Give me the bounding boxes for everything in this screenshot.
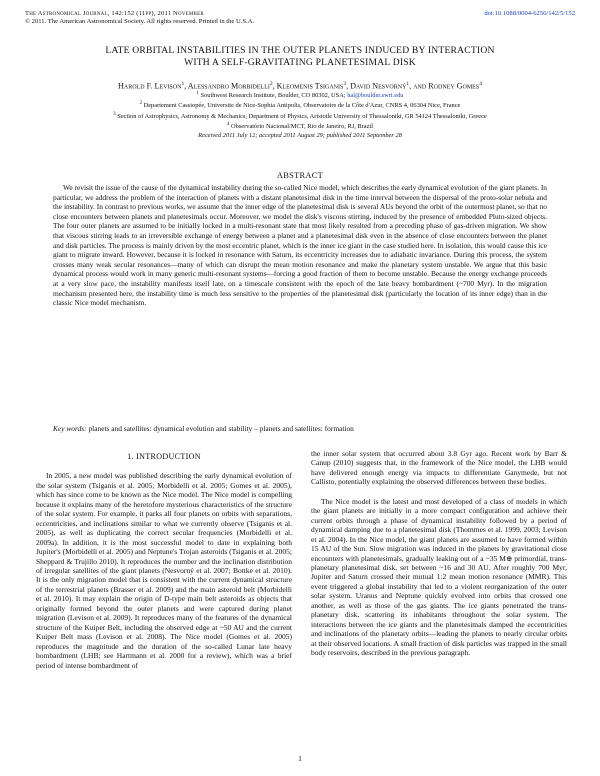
affiliations: [20, 90, 580, 140]
affiliation: $^3$ Section of Astrophysics, Astronomy & Mechanics, Department of Physics, Aristotle University of Thessaloniki, GR 54124 Thessaloniki, Greece: [113, 111, 487, 120]
doi-link[interactable]: doi:10.1088/0004-6256/142/5/152: [484, 10, 575, 17]
author-name: Kleomenis Tsiganis: [276, 81, 344, 91]
received-dates: Received 2011 July 12; accepted 2011 August 29; published 2011 September 28: [198, 131, 402, 139]
author-separator: ,: [272, 81, 277, 91]
body-paragraph: The Nice model is the latest and most developed of a class of models in which the giant planets are initially in a more compact configuration and achieve their current orbits through a phase of dynamical instability followed by a period of dynamical damping due to a planetesimal disk (Thommes et al. 1999, 2003; Levison et al. 2004). In the Nice model, the giant planets are assumed to have formed within 15 AU of the Sun. Slow migration was induced in the planets by gravitational close encounters with planetesimals, gradually leaking out of a ~35 M⊕ primordial, trans-planetary planetesimal disk, set between ~16 and 30 AU. After roughly 700 Myr, Jupiter and Saturn crossed their mutual 1:2 mean motion resonance (MMR). This event triggered a global instability that led to a violent reorganization of the outer solar system. Uranus and Neptune quickly evolved into orbits that crossed one another, as well as those of the gas giants. The ice giants penetrated the trans-planetary disk, scattering its inhabitants throughout the solar system. The interactions between the ice giants and the planetesimals damped the eccentricities and inclinations of the planetary orbits—leading the planets to nearly circular orbits at their observed locations. A small fraction of disk particles was trapped in the small body reservoirs, described in the previous paragraph.: [311, 496, 567, 658]
author-affil-mark: 1: [406, 81, 410, 87]
keywords-label: Key words:: [53, 424, 87, 433]
affiliation: $^2$ Departement Cassiopée, Universite de Nice-Sophia Antipolis, Observatoire de la Côte d'Azur, CNRS 4, 06304 Nice, France: [139, 101, 461, 110]
page-number: 1: [298, 754, 302, 763]
journal-citation: [25, 10, 254, 26]
section-heading: 1. INTRODUCTION: [127, 452, 201, 461]
right-column: [311, 449, 567, 658]
journal-line: The Astronomical Journal, 142:152 (11pp), 2011 November: [25, 10, 204, 17]
copyright-line: © 2011. The American Astronomical Society. All rights reserved. Printed in the U.S.A.: [25, 18, 255, 25]
keywords: [53, 424, 547, 434]
author-name: Rodney Gomes: [428, 81, 480, 91]
keywords-text: planets and satellites: dynamical evolution and stability – planets and satellites: formation: [88, 424, 354, 433]
body-paragraph: In 2005, a new model was published describing the early dynamical evolution of the solar system (Tsiganis et al. 2005; Morbidelli et al. 2005; Gomes et al. 2005), which has since come to be known as the Nice model. The Nice model is compelling because it explains many of the heretofore mysterious characteristics of the structure of the solar system. For example, it parks all four planets on orbits with separations, eccentricities, and inclinations similar to what we currently observe (Tsiganis et al. 2005), as well as duplicating the correct secular frequencies (Morbidelli et al. 2009a). In addition, it is the most successful model to date in explaining both Jupiter's (Morbidelli et al. 2005) and Neptune's Trojan asteroids (Tsiganis et al. 2005; Sheppard & Trujillo 2010). It reproduces the number and the inclination distribution of irregular satellites of the giant planets (Nesvorný et al. 2007; Bottke et al. 2010). It is the only migration model that is consistent with the current dynamical structure of the terrestrial planets (Brasser et al. 2009) and the main asteroid belt (Morbidelli et al. 2010). It may explain the origin of D-type main belt asteroids as objects that originally formed beyond the outer planets and were captured during planet migration (Levison et al. 2009). It reproduces many of the features of the dynamical structure of the Kuiper Belt, including the observed edge at ~50 AU and the current Kuiper Belt mass (Levison et al. 2008). The Nice model (Gomes et al. 2005) reproduces the magnitude and the duration of the so-called Lunar late heavy bombardment (LHB; see Hartmann et al. 2000 for a review), which was a brief period of intense bombardment of: [36, 471, 292, 670]
author-name: Harold F. Levison: [118, 81, 182, 91]
title-line: LATE ORBITAL INSTABILITIES IN THE OUTER PLANETS INDUCED BY INTERACTION: [105, 45, 495, 56]
author-affil-mark: 3: [343, 81, 347, 87]
author-affil-mark: 1: [181, 81, 185, 87]
author-affil-mark: 4: [479, 81, 482, 87]
title-line: WITH A SELF-GRAVITATING PLANETESIMAL DISK: [184, 57, 416, 68]
author-separator: , and: [409, 81, 429, 91]
author-separator: ,: [346, 81, 351, 91]
author-separator: ,: [184, 81, 188, 91]
affiliation: $^1$ Southwest Research Institute, Boulder, CO 80302, USA; hal@boulder.swri.edu: [196, 91, 404, 100]
left-column: [36, 452, 292, 670]
paper-title: [40, 45, 560, 69]
body-paragraph: the inner solar system that occurred about 3.8 Gyr ago. Recent work by Barr & Canup (2010) suggests that, in the framework of the Nice model, the LHB would have delivered enough energy via impacts to differentiate Ganymede, but not Callisto, potentially explaining the observed differences between these bodies.: [311, 449, 567, 487]
abstract-text: We revisit the issue of the cause of the dynamical instability during the so-called Nice model, which describes the early dynamical evolution of the giant planets. In particular, we address the problem of the interaction of planets with a distant planetesimal disk in the time interval between the dispersal of the proto-solar nebula and the instability. In contrast to previous works, we assume that the inner edge of the planetesimal disk is several AUs beyond the orbit of the outermost planet, so that no close encounters between planets and planetesimals occur. Moreover, we model the disk's viscous stirring, induced by the presence of embedded Pluto-sized objects. The four outer planets are assumed to be initially locked in a multi-resonant state that most likely resulted from a preceding phase of gas-driven migration. We show that viscous stirring leads to an irreversible exchange of energy between a planet and a planetesimal disk even in the absence of close encounters between the planet and disk particles. The process is mainly driven by the most eccentric planet, which is the inner ice giant in the case studied here. In isolation, this would cause this ice giant to migrate inward. However, because it is locked in resonance with Saturn, its eccentricity increases due to adiabatic invariance. During this process, the system crosses many weak secular resonances—many of which can disrupt the mean motion resonance and make the planetary system unstable. We argue that this basic dynamical process would work in many generic multi-resonant systems—forcing a good fraction of them to become unstable. Because the energy exchange proceeds at a very slow pace, the instability manifests itself late, on a timescale consistent with the epoch of the late heavy bombardment (~700 Myr). In the migration mechanism presented here, the instability time is much less sensitive to the properties of the planetesimal disk (particularly the location of its inner edge) than in the classic Nice model mechanism.: [53, 183, 547, 308]
email-link[interactable]: hal@boulder.swri.edu: [347, 92, 404, 100]
author-affil-mark: 2: [269, 81, 273, 87]
abstract-heading: ABSTRACT: [276, 171, 324, 180]
author-name: David Nesvorný: [350, 81, 407, 91]
author-name: Alessandro Morbidelli: [187, 81, 270, 91]
affiliation: $^4$ Observatório Nacional/MCT, Rio de Janeiro, RJ, Brazil: [226, 122, 374, 131]
